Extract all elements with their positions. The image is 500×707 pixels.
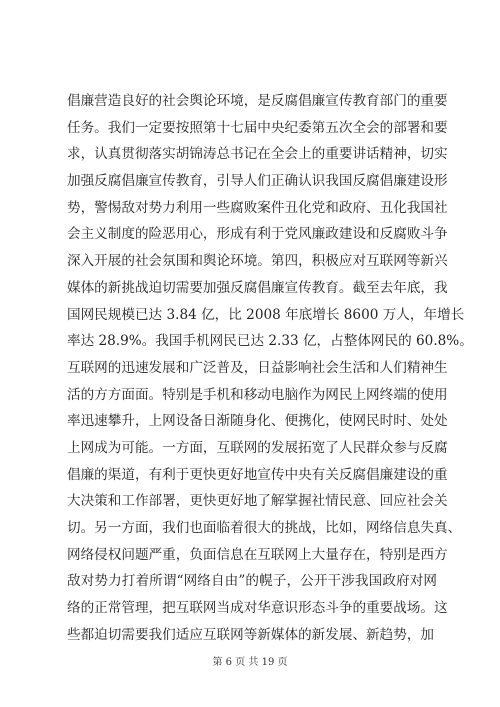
text-line: 网络侵权问题严重，负面信息在互联网上大量存在，特别是西方	[67, 546, 448, 563]
text-line: 加强反腐倡廉宣传教育，引导人们正确认识我国反腐倡廉建设形	[67, 173, 448, 190]
text-line: 任务。我们一定要按照第十七届中央纪委第五次全会的部署和要	[67, 119, 448, 136]
text-line: 倡廉的渠道，有利于更快更好地宣传中央有关反腐倡廉建设的重	[67, 466, 448, 483]
text-line: 活的方方面面。特别是手机和移动电脑作为网民上网终端的使用	[67, 386, 448, 403]
text-line: 上网成为可能。一方面，互联网的发展拓宽了人民群众参与反腐	[67, 439, 448, 456]
text-line: 率达 28.9%。我国手机网民已达 2.33 亿，占整体网民的 60.8%。	[67, 333, 473, 350]
body-text	[67, 88, 473, 648]
page-number: 第 6 页 共 19 页	[212, 657, 288, 668]
text-line: 互联网的迅速发展和广泛普及，日益影响社会生活和人们精神生	[67, 359, 448, 376]
text-line: 媒体的新挑战迫切需要加强反腐倡廉宣传教育。截至去年底，我	[67, 279, 448, 296]
page-footer	[0, 653, 500, 668]
text-line: 深入开展的社会氛围和舆论环境。第四，积极应对互联网等新兴	[67, 253, 448, 270]
text-line: 些都迫切需要我们适应互联网等新媒体的新发展、新趋势，加	[67, 626, 435, 643]
text-line: 求，认真贯彻落实胡锦涛总书记在全会上的重要讲话精神，切实	[67, 146, 448, 163]
text-line: 国网民规模已达 3.84 亿，比 2008 年底增长 8600 万人，年增长	[67, 306, 465, 323]
text-line: 会主义制度的险恶用心，形成有利于党风廉政建设和反腐败斗争	[67, 226, 448, 243]
text-line: 切。另一方面，我们也面临着很大的挑战，比如，网络信息失真、	[67, 520, 462, 536]
text-line: 势，警惕敌对势力利用一些腐败案件丑化党和政府、丑化我国社	[67, 199, 448, 216]
text-line: 率迅速攀升，上网设备日渐随身化、便携化，使网民时时、处处	[67, 413, 448, 430]
text-line: 络的正常管理，把互联网当成对华意识形态斗争的重要战场。这	[67, 600, 448, 617]
text-line: 倡廉营造良好的社会舆论环境，是反腐倡廉宣传教育部门的重要	[67, 93, 448, 109]
text-line: 敌对势力打着所谓“网络自由”的幌子，公开干涉我国政府对网	[67, 573, 437, 590]
text-line: 大决策和工作部署，更快更好地了解掌握社情民意、回应社会关	[67, 493, 448, 510]
